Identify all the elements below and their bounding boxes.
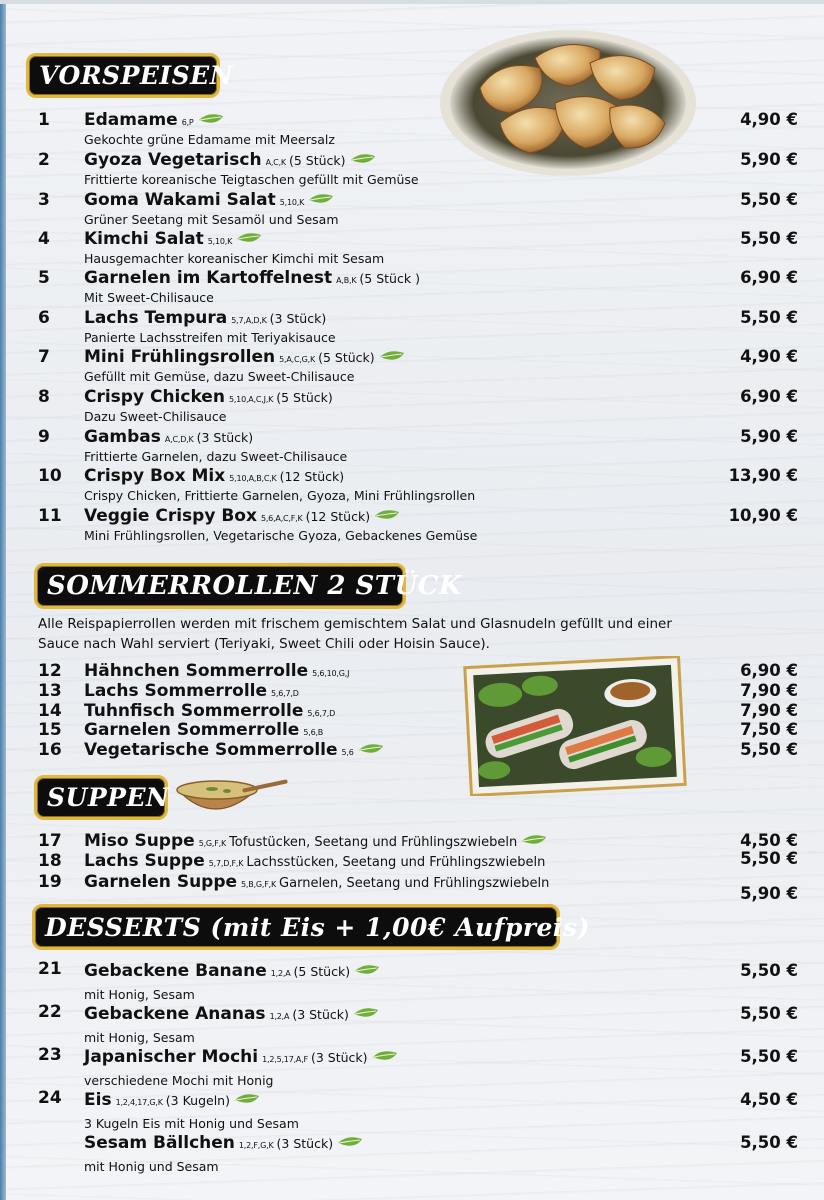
item-price: 6,90 €	[740, 387, 798, 406]
item-price: 5,90 €	[740, 427, 798, 446]
item-price: 5,50 €	[740, 190, 798, 209]
section-title-sommerrollen: SOMMERROLLEN 2 STÜCK	[34, 563, 406, 609]
item-number: 5	[38, 268, 50, 288]
item-name-label: Gyoza Vegetarisch	[84, 150, 262, 170]
allergen-codes: 1,2,A	[269, 1012, 290, 1021]
allergen-codes: 5,6	[341, 748, 354, 757]
item-number: 17	[38, 831, 62, 851]
item-name	[84, 831, 547, 851]
item-name-label: Veggie Crispy Box	[84, 506, 257, 526]
item-price: 6,90 €	[740, 661, 798, 680]
item-number: 9	[38, 427, 50, 447]
allergen-codes: 5,10,K	[279, 198, 305, 207]
allergen-codes: 5,7,A,D,K	[231, 316, 267, 325]
item-price: 5,90 €	[740, 150, 798, 169]
allergen-codes: 1,2,A	[270, 969, 291, 978]
item-number: 15	[38, 720, 62, 740]
item-name	[84, 387, 333, 407]
allergen-codes: 5,10,A,B,C,K	[229, 474, 277, 483]
item-description: Garnelen, Seetang und Frühlingszwiebeln	[279, 876, 550, 891]
item-quantity: (3 Stück)	[276, 1136, 334, 1151]
item-name	[84, 1133, 363, 1153]
item-name	[84, 872, 549, 892]
item-quantity: (3 Stück)	[310, 1050, 368, 1065]
item-name	[84, 720, 323, 740]
item-description: mit Honig, Sesam	[84, 987, 195, 1002]
leaf-icon	[521, 834, 547, 848]
allergen-codes: A,C,K	[265, 158, 286, 167]
item-price: 5,50 €	[740, 308, 798, 327]
item-name	[84, 1090, 260, 1110]
item-quantity: (3 Stück)	[196, 430, 254, 445]
item-price: 4,90 €	[740, 347, 798, 366]
item-description: verschiedene Mochi mit Honig	[84, 1073, 274, 1088]
item-description: Gekochte grüne Edamame mit Meersalz	[84, 132, 335, 147]
item-name-label: Crispy Box Mix	[84, 466, 226, 486]
item-name-label: Gebackene Banane	[84, 961, 267, 981]
item-number: 1	[38, 110, 50, 130]
item-description: Tofustücken, Seetang und Frühlingszwiebeln	[229, 835, 518, 850]
item-number: 11	[38, 506, 62, 526]
section-title-desserts: DESSERTS (mit Eis + 1,00€ Aufpreis)	[32, 904, 560, 950]
item-name-label: Goma Wakami Salat	[84, 190, 276, 210]
item-name	[84, 190, 334, 210]
item-name-label: Garnelen Sommerrolle	[84, 720, 300, 740]
allergen-codes: 1,2,F,G,K	[238, 1141, 274, 1150]
allergen-codes: 5,6,A,C,F,K	[260, 514, 303, 523]
item-name-label: Edamame	[84, 110, 178, 130]
item-quantity: (3 Stück)	[269, 311, 327, 326]
allergen-codes: 5,A,C,G,K	[279, 355, 316, 364]
item-number: 10	[38, 466, 62, 486]
item-quantity: (3 Kugeln)	[165, 1093, 230, 1108]
item-quantity: (5 Stück )	[359, 271, 420, 286]
item-name-label: Crispy Chicken	[84, 387, 225, 407]
item-price: 4,50 €	[740, 831, 798, 850]
item-name	[84, 740, 384, 760]
item-name-label: Lachs Sommerrolle	[84, 681, 268, 701]
item-description: mit Honig und Sesam	[84, 1159, 219, 1174]
leaf-icon	[354, 964, 380, 978]
allergen-codes: A,C,D,K	[164, 435, 194, 444]
item-name-label: Kimchi Salat	[84, 229, 204, 249]
item-number: 6	[38, 308, 50, 328]
item-number: 16	[38, 740, 62, 760]
item-description: Hausgemachter koreanischer Kimchi mit Sesam	[84, 251, 385, 266]
item-description: Frittierte Garnelen, dazu Sweet-Chilisauce	[84, 449, 348, 464]
item-name-label: Japanischer Mochi	[84, 1047, 259, 1067]
item-number: 4	[38, 229, 50, 249]
allergen-codes: 5,7,D,F,K	[208, 859, 244, 868]
item-name-label: Eis	[84, 1090, 112, 1110]
allergen-codes: 5,B,G,F,K	[241, 880, 277, 889]
item-name	[84, 1004, 379, 1024]
leaf-icon	[308, 193, 334, 207]
leaf-icon	[236, 232, 262, 246]
leaf-icon	[353, 1007, 379, 1021]
item-name-label: Lachs Suppe	[84, 851, 205, 871]
item-description: Lachsstücken, Seetang und Frühlingszwiebeln	[246, 855, 546, 870]
item-name-label: Hähnchen Sommerrolle	[84, 661, 309, 681]
item-name	[84, 961, 380, 981]
item-number: 24	[38, 1088, 62, 1108]
item-number: 21	[38, 959, 62, 979]
allergen-codes: 1,2,4,17,G,K	[115, 1098, 163, 1107]
leaf-icon	[198, 113, 224, 127]
allergen-codes: 5,6,B	[303, 728, 324, 737]
leaf-icon	[374, 509, 400, 523]
allergen-codes: 5,6,10,G,J	[312, 669, 350, 678]
leaf-icon	[337, 1136, 363, 1150]
item-name	[84, 506, 400, 526]
item-name	[84, 229, 262, 249]
item-name	[84, 347, 405, 367]
item-description: Frittierte koreanische Teigtaschen gefüllt mit Gemüse	[84, 172, 419, 187]
item-price: 5,50 €	[740, 740, 798, 759]
allergen-codes: 5,10,K	[207, 237, 233, 246]
item-number: 14	[38, 701, 62, 721]
leaf-icon	[350, 153, 376, 167]
item-number: 18	[38, 851, 62, 871]
item-number: 8	[38, 387, 50, 407]
item-name	[84, 661, 349, 681]
leaf-icon	[379, 350, 405, 364]
item-name-label: Miso Suppe	[84, 831, 195, 851]
section-title-suppen: SUPPEN	[34, 775, 168, 820]
item-price: 5,50 €	[740, 1004, 798, 1023]
item-number: 22	[38, 1002, 62, 1022]
item-name	[84, 466, 344, 486]
item-name-label: Tuhnfisch Sommerrolle	[84, 701, 304, 721]
item-price: 7,90 €	[740, 681, 798, 700]
sommerrollen-intro: Alle Reispapierrollen werden mit frischem gemischtem Salat und Glasnudeln gefüllt und einer Sauce nach Wahl serviert (Teriyaki, Sweet Chili oder Hoisin Sauce).	[38, 616, 672, 652]
item-quantity: (5 Stück)	[276, 390, 333, 405]
item-description: Mini Frühlingsrollen, Vegetarische Gyoza, Gebackenes Gemüse	[84, 528, 478, 543]
item-price: 5,50 €	[740, 1133, 798, 1152]
item-name	[84, 427, 253, 447]
item-name-label: Garnelen Suppe	[84, 872, 238, 892]
item-price: 7,90 €	[740, 701, 798, 720]
item-description: Grüner Seetang mit Sesamöl und Sesam	[84, 212, 339, 227]
item-description: 3 Kugeln Eis mit Honig und Sesam	[84, 1116, 299, 1131]
item-price: 5,50 €	[740, 961, 798, 980]
item-price: 5,90 €	[740, 884, 798, 903]
item-number: 3	[38, 190, 50, 210]
allergen-codes: 1,2,5,17,A,F	[262, 1055, 308, 1064]
item-name-label: Gebackene Ananas	[84, 1004, 266, 1024]
section-title-vorspeisen: VORSPEISEN	[26, 53, 220, 98]
item-name	[84, 701, 335, 721]
item-name-label: Vegetarische Sommerrolle	[84, 740, 338, 760]
item-name-label: Mini Frühlingsrollen	[84, 347, 276, 367]
item-number: 7	[38, 347, 50, 367]
item-description: Panierte Lachsstreifen mit Teriyakisauce	[84, 330, 336, 345]
item-name	[84, 851, 545, 871]
item-price: 5,50 €	[740, 229, 798, 248]
item-description: Mit Sweet-Chilisauce	[84, 290, 214, 305]
allergen-codes: 5,10,A,C,J,K	[228, 395, 274, 404]
item-name-label: Sesam Bällchen	[84, 1133, 235, 1153]
gyoza-photo	[440, 28, 698, 178]
allergen-codes: A,B,K	[336, 276, 357, 285]
item-name-label: Lachs Tempura	[84, 308, 228, 328]
item-name	[84, 1047, 398, 1067]
item-description: Crispy Chicken, Frittierte Garnelen, Gyoza, Mini Frühlingsrollen	[84, 488, 476, 503]
item-price: 4,90 €	[740, 110, 798, 129]
soup-bowl-photo	[172, 776, 290, 824]
item-quantity: (12 Stück)	[305, 509, 371, 524]
leaf-icon	[358, 743, 384, 757]
summer-roll-photo	[462, 656, 688, 796]
leaf-icon	[372, 1050, 398, 1064]
item-name-label: Garnelen im Kartoffelnest	[84, 268, 333, 288]
item-description: Dazu Sweet-Chilisauce	[84, 409, 227, 424]
item-name	[84, 150, 376, 170]
allergen-codes: 5,6,7,D	[271, 689, 299, 698]
page-edge	[0, 0, 6, 1200]
leaf-icon	[234, 1093, 260, 1107]
item-quantity: (5 Stück)	[288, 153, 346, 168]
item-number: 23	[38, 1045, 62, 1065]
allergen-codes: 5,6,7,D	[307, 709, 336, 718]
item-price: 7,50 €	[740, 720, 798, 739]
item-name-label: Gambas	[84, 427, 161, 447]
item-price: 4,50 €	[740, 1090, 798, 1109]
item-quantity: (3 Stück)	[292, 1007, 349, 1022]
item-name	[84, 268, 420, 288]
item-quantity: (12 Stück)	[279, 469, 345, 484]
item-number: 2	[38, 150, 50, 170]
top-edge	[0, 0, 824, 4]
item-quantity: (5 Stück)	[318, 350, 375, 365]
item-description: mit Honig, Sesam	[84, 1030, 195, 1045]
item-name	[84, 308, 326, 328]
item-number: 13	[38, 681, 62, 701]
item-quantity: (5 Stück)	[293, 964, 351, 979]
item-price: 5,50 €	[740, 1047, 798, 1066]
item-price: 5,50 €	[740, 849, 798, 868]
item-number: 12	[38, 661, 62, 681]
item-name	[84, 110, 224, 130]
item-number: 19	[38, 872, 62, 892]
item-name	[84, 681, 299, 701]
allergen-codes: 6,P	[181, 118, 194, 127]
item-price: 13,90 €	[728, 466, 798, 485]
item-description: Gefüllt mit Gemüse, dazu Sweet-Chilisauce	[84, 369, 355, 384]
item-price: 6,90 €	[740, 268, 798, 287]
item-price: 10,90 €	[728, 506, 798, 525]
allergen-codes: 5,G,F,K	[198, 839, 227, 848]
